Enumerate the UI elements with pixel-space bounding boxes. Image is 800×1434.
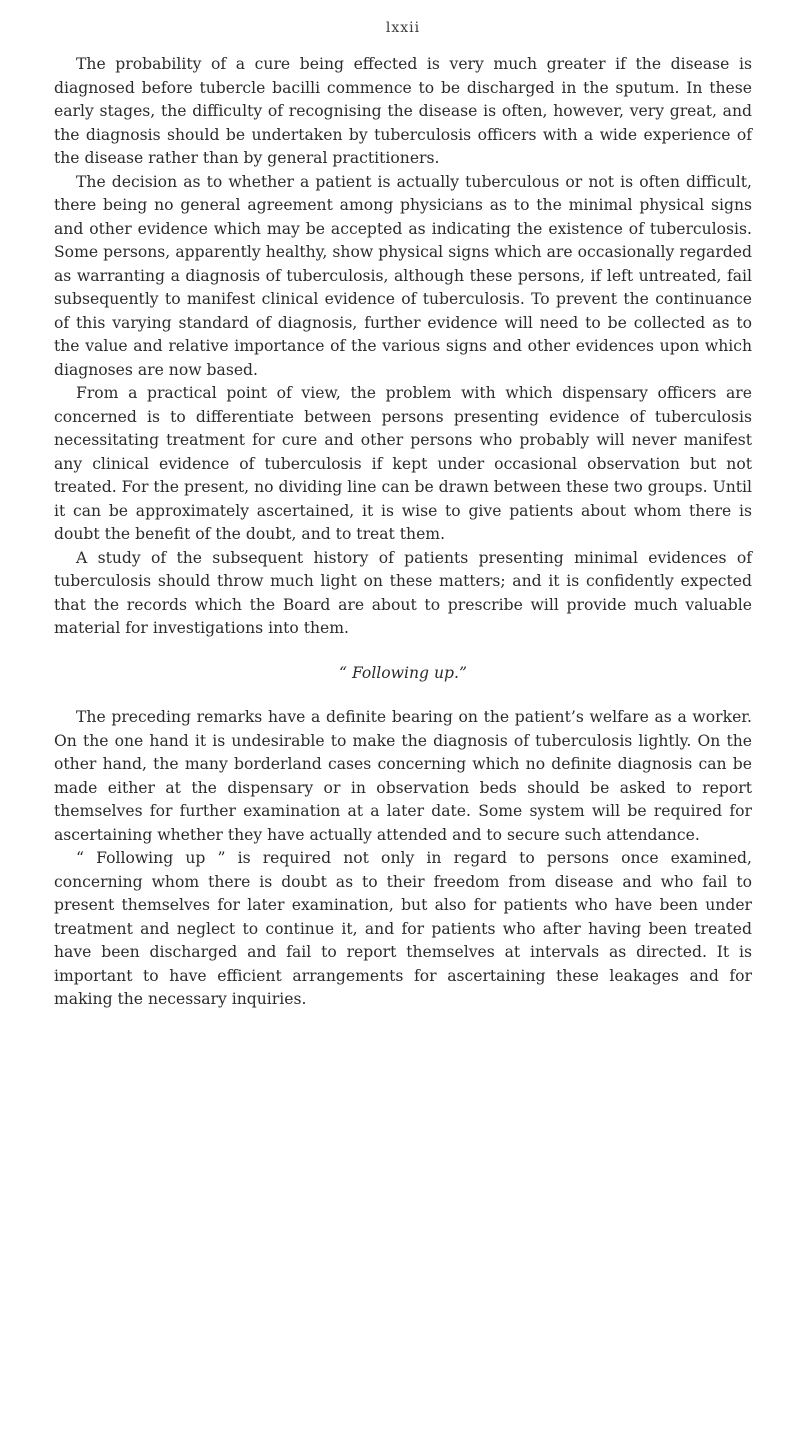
paragraph: The preceding remarks have a definite bearing on the patient’s welfare as a worker. On the one hand it is undesirable to make the diagnosis of tuberculosis lightly. On the other hand, the many borderland cases concerning which no definite diagnosis can be made either at the dispensary or in observation beds should be asked to report themselves for further examination at a later date. Some system will be required for ascertaining whether they have actually attended and to secure such attendance. bbox=[54, 708, 752, 844]
paragraph: The decision as to whether a patient is actually tuberculous or not is often difficult, there being no general agreement among physicians as to the minimal physical signs and other evidence which may be accepted as indicating the existence of tuberculosis. Some persons, apparently healthy, show physical signs which are occasionally regarded as warranting a diagnosis of tuberculosis, although these persons, if left untreated, fail subsequently to manifest clinical evidence of tuberculosis. To prevent the continuance of this varying standard of diagnosis, further evidence will need to be collected as to the value and relative importance of the various signs and other evidences upon which diagnoses are now based. bbox=[54, 172, 752, 379]
page-number: lxxii bbox=[385, 20, 421, 36]
section-heading: “ Following up.” bbox=[339, 663, 467, 682]
paragraph: A study of the subsequent history of patients presenting minimal evidences of tuberculosis should throw much light on these matters; and it is confidently expected that the records which the Board are about to prescribe will provide much valuable material for investigations into them. bbox=[54, 548, 752, 637]
paragraph: “ Following up ” is required not only in regard to persons once examined, concerning whom there is doubt as to their freedom from disease and who fail to present themselves for later examination, but also for patients who have been under treatment and neglect to continue it, and for patients who after having been treated have been discharged and fail to report themselves at intervals as directed. It is important to have efficient arrangements for ascertaining these leakages and for making the necessary inquiries. bbox=[54, 849, 752, 1008]
paragraph: The probability of a cure being effected is very much greater if the disease is diagnosed before tubercle bacilli commence to be discharged in the sputum. In these early stages, the difficulty of recognising the disease is often, however, very great, and the diagnosis should be undertaken by tuberculosis officers with a wide experience of the disease rather than by general practitioners. bbox=[54, 55, 752, 167]
paragraph: From a practical point of view, the problem with which dispensary officers are concerned is to differentiate between persons presenting evidence of tuberculosis necessitating treatment for cure and other persons who probably will never manifest any clinical evidence of tuberculosis if kept under occasional observation but not treated. For the present, no dividing line can be drawn between these two groups. Until it can be approximately ascertained, it is wise to give patients about whom there is doubt the benefit of the doubt, and to treat them. bbox=[54, 384, 752, 543]
document-page bbox=[54, 18, 752, 1012]
